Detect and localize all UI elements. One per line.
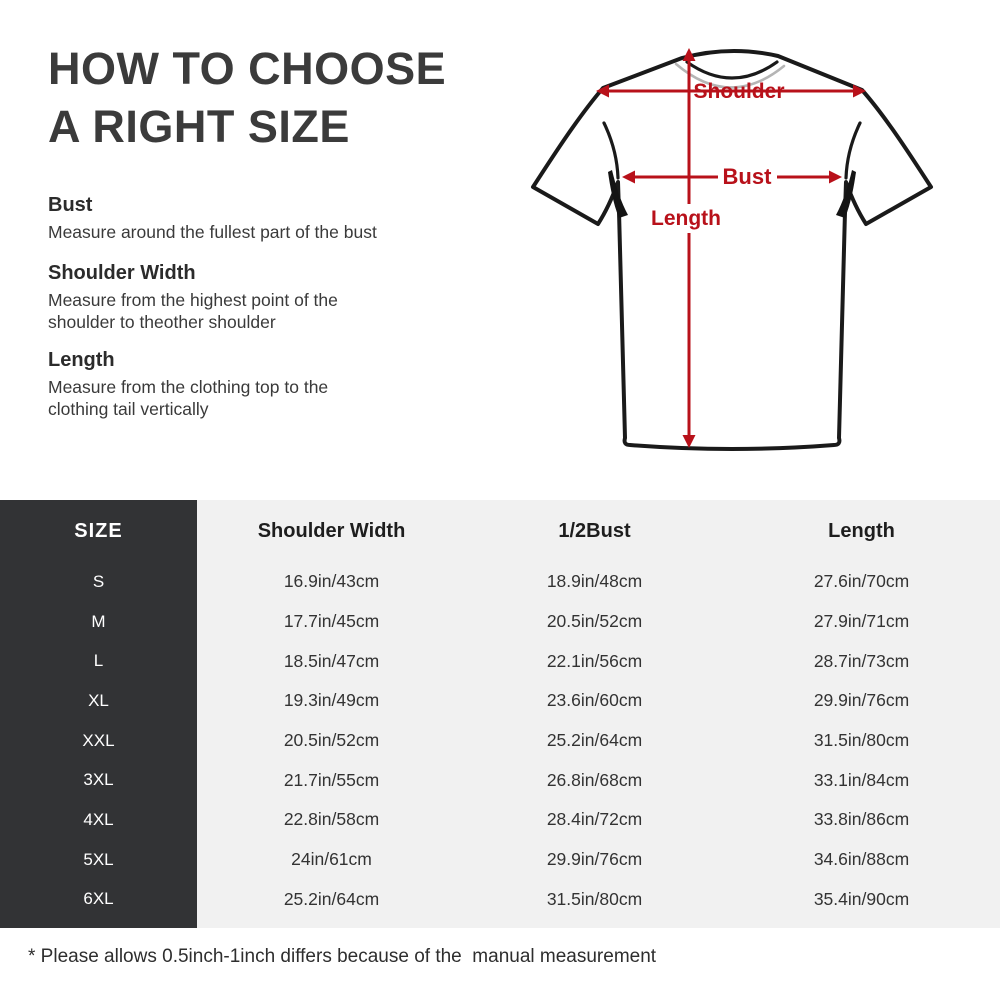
instruction-bust: [48, 194, 448, 244]
page-title-line-2: A RIGHT SIZE: [48, 101, 350, 152]
size-label-xxl: XXL: [0, 721, 197, 761]
measurement-disclaimer: * Please allows 0.5inch-1inch differs because of the manual measurement: [28, 946, 657, 967]
size-label-3xl: 3XL: [0, 760, 197, 800]
bust-value-xl: 23.6in/60cm: [546, 690, 643, 711]
length-value-l: 28.7in/73cm: [813, 650, 910, 671]
tshirt-outline: [533, 51, 931, 449]
size-label-xl: XL: [0, 681, 197, 721]
length-value-4xl: 33.8in/86cm: [813, 809, 910, 830]
shoulder-value-s: 16.9in/43cm: [283, 571, 380, 592]
instruction-shoulder-heading: Shoulder Width: [48, 262, 196, 284]
instruction-length: [48, 349, 448, 420]
bust-value-6xl: 31.5in/80cm: [546, 888, 643, 909]
length-value-3xl: 33.1in/84cm: [813, 769, 910, 790]
column-header-length: Length: [828, 519, 895, 542]
column-header-shoulder-width: Shoulder Width: [257, 519, 406, 542]
instruction-length-text-line-1: Measure from the clothing top to the: [48, 377, 329, 397]
instruction-shoulder-text-line-1: Measure from the highest point of the: [48, 290, 338, 310]
page-title: [48, 40, 446, 156]
column-header-size: SIZE: [0, 500, 197, 562]
bust-value-xxl: 25.2in/64cm: [546, 730, 643, 751]
tshirt-measurement-diagram: [500, 20, 1000, 470]
instruction-length-heading: Length: [48, 349, 115, 371]
shoulder-value-l: 18.5in/47cm: [283, 650, 380, 671]
length-label: Length: [651, 207, 721, 230]
size-chart-table: [0, 500, 1000, 928]
length-value-xl: 29.9in/76cm: [813, 690, 910, 711]
page-title-line-1: HOW TO CHOOSE: [48, 43, 447, 94]
size-label-l: L: [0, 641, 197, 681]
bust-value-m: 20.5in/52cm: [546, 611, 643, 632]
length-value-s: 27.6in/70cm: [813, 571, 910, 592]
instruction-shoulder-width: [48, 262, 448, 333]
shoulder-value-xl: 19.3in/49cm: [283, 690, 380, 711]
shoulder-value-3xl: 21.7in/55cm: [283, 769, 380, 790]
size-label-s: S: [0, 562, 197, 602]
length-value-xxl: 31.5in/80cm: [813, 730, 910, 751]
instruction-bust-text: Measure around the fullest part of the bust: [48, 222, 377, 242]
bust-value-4xl: 28.4in/72cm: [546, 809, 643, 830]
shoulder-label: Shoulder: [693, 80, 785, 103]
length-value-5xl: 34.6in/88cm: [813, 849, 910, 870]
length-value-m: 27.9in/71cm: [813, 611, 910, 632]
bust-value-l: 22.1in/56cm: [546, 650, 643, 671]
shoulder-value-5xl: 24in/61cm: [291, 849, 372, 870]
bust-value-3xl: 26.8in/68cm: [546, 769, 643, 790]
shoulder-value-xxl: 20.5in/52cm: [283, 730, 380, 751]
instruction-length-text-line-2: clothing tail vertically: [48, 398, 209, 419]
shoulder-value-6xl: 25.2in/64cm: [283, 888, 380, 909]
bust-label: Bust: [722, 164, 772, 189]
bust-value-s: 18.9in/48cm: [546, 571, 643, 592]
instruction-shoulder-text-line-2: shoulder to theother shoulder: [48, 311, 276, 332]
instruction-bust-heading: Bust: [48, 194, 93, 216]
size-label-4xl: 4XL: [0, 800, 197, 840]
shoulder-value-m: 17.7in/45cm: [283, 611, 380, 632]
size-label-5xl: 5XL: [0, 840, 197, 880]
size-label-m: M: [0, 602, 197, 642]
bust-value-5xl: 29.9in/76cm: [546, 849, 643, 870]
shoulder-value-4xl: 22.8in/58cm: [283, 809, 380, 830]
size-label-6xl: 6XL: [0, 880, 197, 920]
length-value-6xl: 35.4in/90cm: [813, 888, 910, 909]
column-header-half-bust: 1/2Bust: [558, 519, 631, 542]
